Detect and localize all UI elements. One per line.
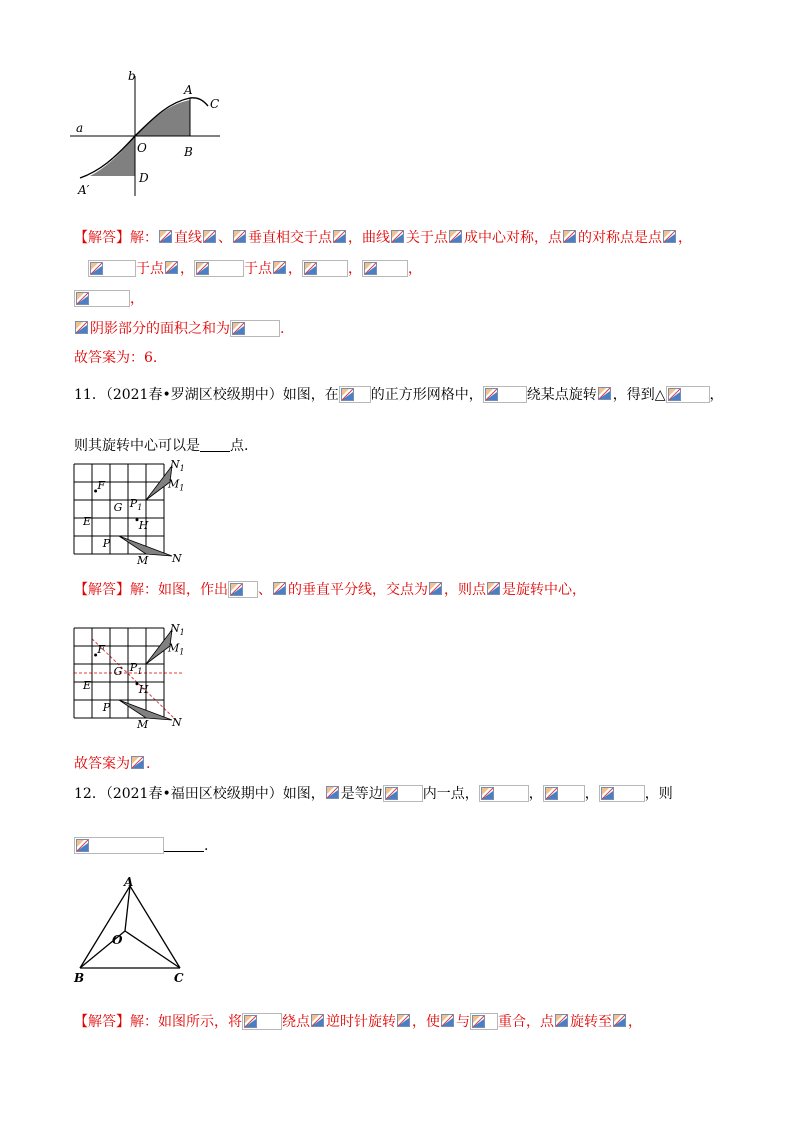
formula-image-icon [130,755,146,772]
label-p1: $P_1$ [129,497,143,513]
label-p: P [102,700,111,714]
formula-image-icon [232,229,248,246]
formula-image-icon [164,260,180,277]
sol10-line4: 阴影部分的面积之和为 . [74,319,284,339]
label-n: N [172,716,182,729]
formula-image-icon [74,290,130,307]
formula-image-icon [310,1013,326,1030]
formula-image-icon [612,1013,628,1030]
answer-blank[interactable] [200,437,230,452]
formula-image-icon [242,1013,282,1030]
sol10-answer: 故答案为：6. [74,350,158,366]
label-e: E [83,515,92,529]
answer-blank[interactable] [164,837,204,852]
q11-line2: 则其旋转中心可以是 点. [74,438,249,454]
formula-image-icon [470,1013,498,1030]
formula-image-icon [383,785,423,802]
label-a: a [76,121,84,135]
label-p1: $P_1$ [129,661,143,677]
sol10-line2: 于点 ， 于点 ， ， ， [88,259,422,279]
formula-image-icon [362,260,408,277]
formula-image-icon [428,581,444,598]
formula-image-icon [74,320,90,337]
label-A: A [184,83,193,97]
formula-image-icon [448,229,464,246]
label-h: H [138,682,149,696]
formula-image-icon [396,1013,412,1030]
grid-figure-question [70,456,190,567]
formula-image-icon [479,785,529,802]
figure-triangle [70,876,190,986]
label-C: C [210,97,220,111]
formula-image-icon [228,581,258,598]
label-n: N [172,552,182,565]
label-m: M [137,718,149,731]
label-g: G [113,500,123,514]
label-f: F [97,643,106,657]
label-h: H [138,518,149,532]
formula-image-icon [662,229,678,246]
label-p: P [102,536,111,550]
formula-image-icon [666,386,710,403]
label-B: B [184,145,193,159]
formula-image-icon [202,229,218,246]
formula-image-icon [483,386,527,403]
label-m: M [137,554,149,567]
formula-image-icon [440,1013,456,1030]
tri-label-A: A [124,875,134,889]
label-D: D [139,171,149,185]
formula-image-icon [272,581,288,598]
formula-image-icon [302,260,348,277]
formula-image-icon [74,837,164,854]
formula-image-icon [272,260,288,277]
formula-image-icon [230,320,280,337]
label-A-prime: A′ [78,183,90,197]
formula-image-icon [597,386,613,403]
formula-image-icon [325,785,341,802]
label-b: b [128,69,136,83]
label-n1: $N_1$ [170,622,185,637]
label-e: E [83,679,92,693]
formula-image-icon [390,229,406,246]
formula-image-icon [599,785,645,802]
tri-label-O: O [112,933,123,947]
grid-figure-solution [70,620,190,731]
label-m1: $M_1$ [168,477,185,493]
formula-image-icon [194,260,244,277]
label-m1: $M_1$ [168,641,185,657]
formula-image-icon [562,229,578,246]
q12-line1: 12．（2021春•福田区校级期中）如图， 是等边 内一点， ， ， ，则 [74,786,673,802]
formula-image-icon [554,1013,570,1030]
q12-line2: . [74,836,208,856]
figure-curve [70,66,240,206]
formula-image-icon [339,386,371,403]
formula-image-icon [486,581,502,598]
tri-label-C: C [174,971,184,985]
tri-label-B: B [74,971,85,985]
label-n1: $N_1$ [170,458,185,473]
label-g: G [113,664,123,678]
sol10-line1: 【解答】解： 直线 、 垂直相交于点 ，曲线 关于点 成中心对称，点 的对称点是点 ， [74,230,692,246]
formula-image-icon [332,229,348,246]
sol11-line1: 【解答】解：如图，作出 、 的垂直平分线，交点为 ，则点 是旋转中心， [74,582,586,598]
sol12-line1: 【解答】解：如图所示，将 绕点 逆时针旋转 ，使 与 重合，点 旋转至 ， [74,1014,642,1030]
formula-image-icon [158,229,174,246]
label-f: F [97,479,106,493]
formula-image-icon [88,260,136,277]
q11-line1: 11．（2021春•罗湖区校级期中）如图，在 的正方形网格中， 绕某点旋转 ，得到△ ， [74,387,724,403]
sol11-answer: 故答案为 . [74,756,151,772]
label-O: O [137,141,147,155]
formula-image-icon [543,785,585,802]
sol10-line3: ， [74,289,144,309]
